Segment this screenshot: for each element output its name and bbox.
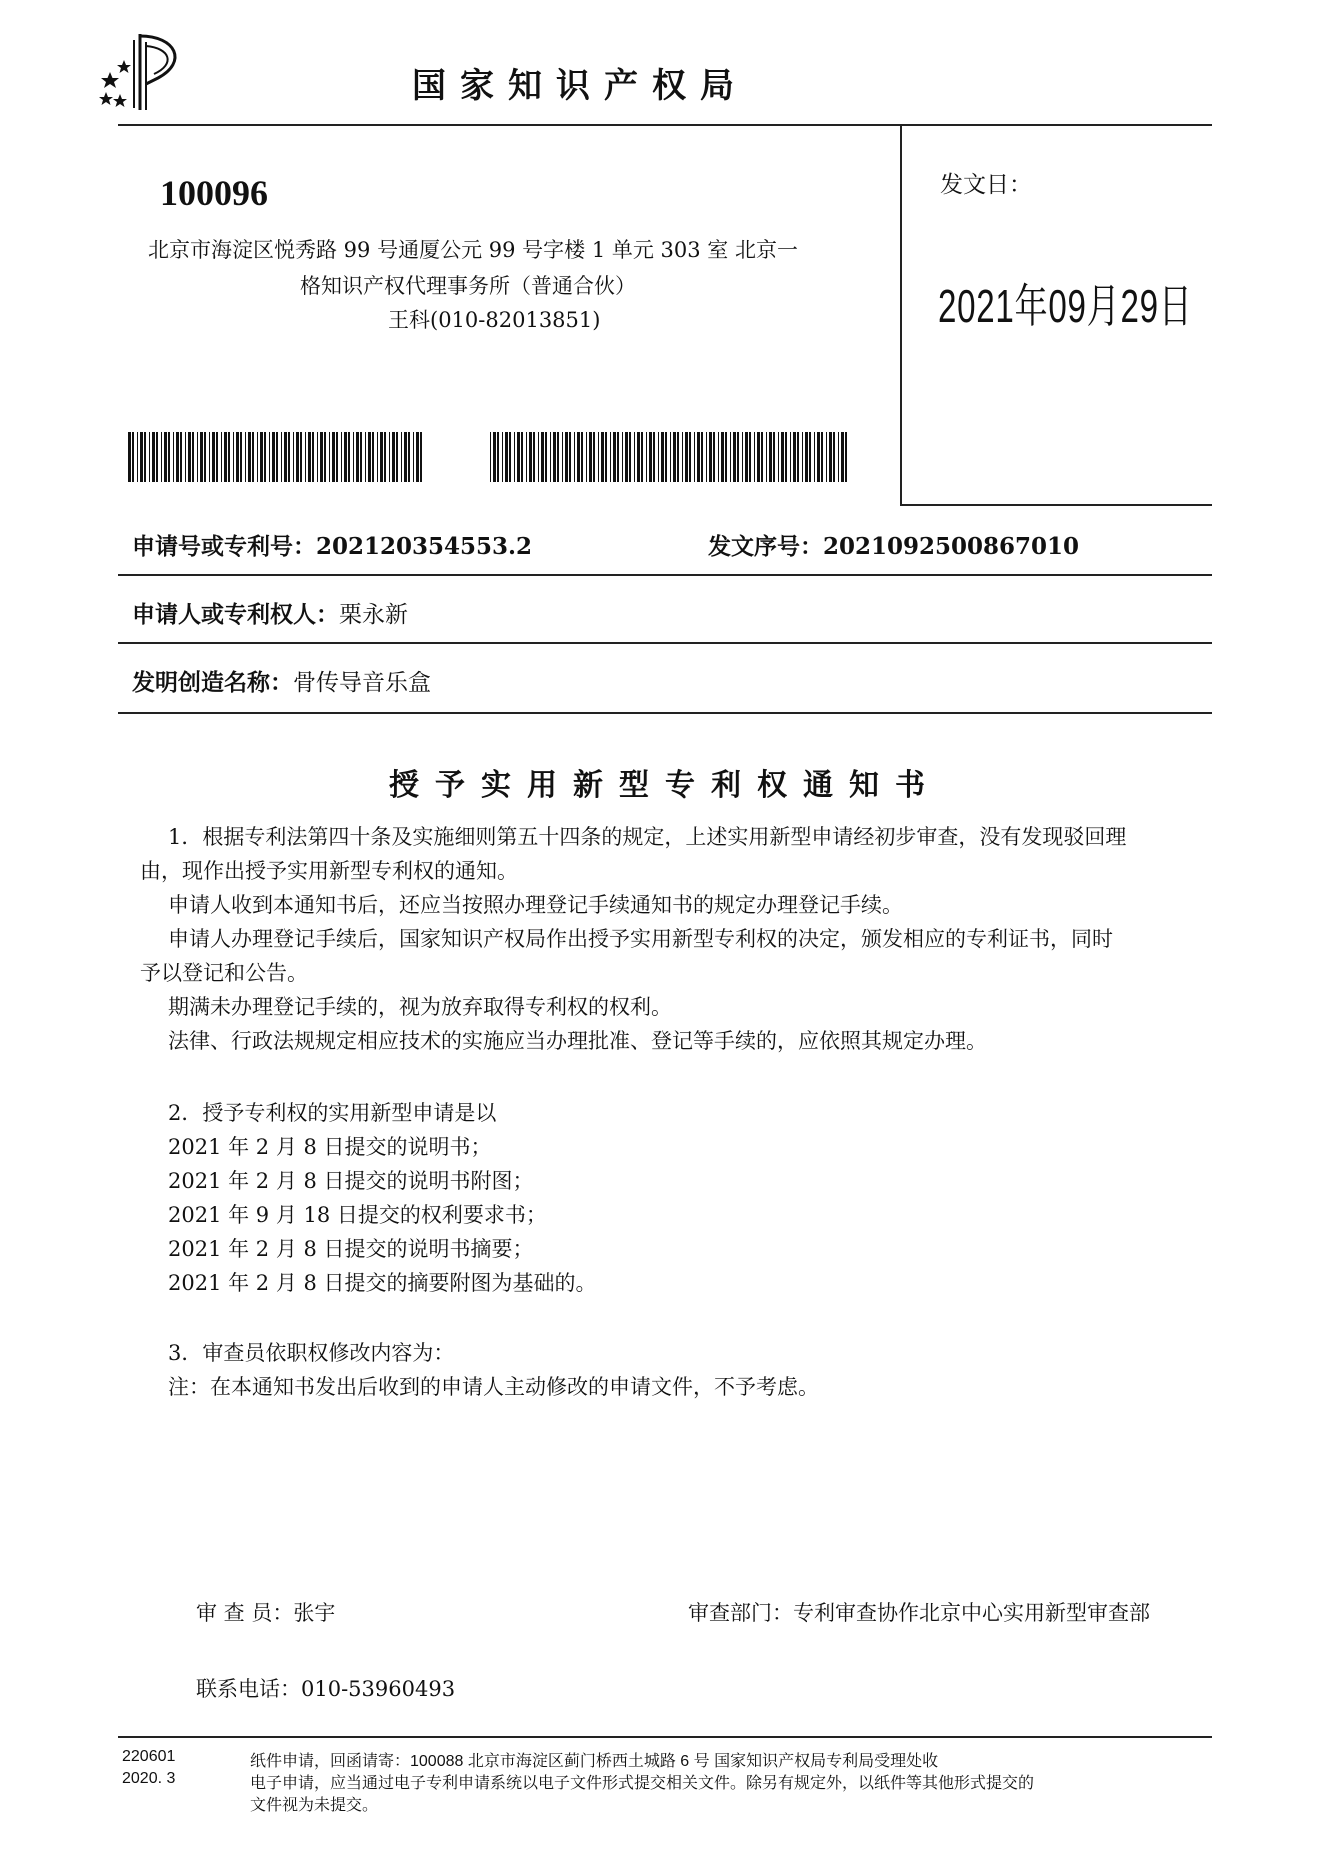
applicant-row (132, 596, 408, 629)
field-rule-1 (118, 574, 1212, 576)
barcode-2 (490, 432, 852, 482)
office-name: 国家知识产权局 (412, 66, 748, 106)
section-3-line: 注：在本通知书发出后收到的申请人主动修改的申请文件，不予考虑。 (168, 1375, 819, 1399)
invention-title: 骨传导音乐盒 (293, 670, 431, 696)
section-3 (168, 1336, 1208, 1404)
section-2-line: 2．授予专利权的实用新型申请是以 (168, 1101, 497, 1125)
notice-title: 授予实用新型专利权通知书 (389, 768, 941, 803)
section-2-line: 2021 年 2 月 8 日提交的说明书附图； (168, 1169, 534, 1193)
address-line-2: 格知识产权代理事务所（普通合伙） (300, 274, 636, 298)
date-box-divider (900, 124, 902, 504)
section-3-line: 3．审查员依职权修改内容为： (168, 1341, 455, 1365)
footer-line-2: 电子申请，应当通过电子专利申请系统以电子文件形式提交相关文件。除另有规定外，以纸件等其他形式提交的 (250, 1775, 1035, 1792)
examiner-label: 审 查 员： (196, 1601, 294, 1625)
section-1 (140, 820, 1220, 1058)
invention-row (132, 664, 431, 697)
footer-rule (118, 1736, 1212, 1738)
department-row (688, 1596, 1150, 1630)
address-line-1: 北京市海淀区悦秀路 99 号通厦公元 99 号字楼 1 单元 303 室 北京一 (148, 238, 798, 262)
department-label: 审查部门： (688, 1601, 793, 1625)
section-2-line: 2021 年 2 月 8 日提交的说明书摘要； (168, 1237, 534, 1261)
phone-label: 联系电话： (196, 1677, 301, 1701)
section-1-line: 法律、行政法规规定相应技术的实施应当办理批准、登记等手续的，应依照其规定办理。 (168, 1029, 987, 1053)
applicant: 栗永新 (339, 602, 408, 628)
field-rule-3 (118, 712, 1212, 714)
application-number-label: 申请号或专利号： (132, 533, 316, 560)
footer-line-3: 文件视为未提交。 (250, 1797, 379, 1814)
serial-number: 2021092500867010 (823, 533, 1080, 560)
section-1-line: 申请人办理登记手续后，国家知识产权局作出授予实用新型专利权的决定，颁发相应的专利证书，同时 (168, 927, 1113, 951)
section-1-line: 1．根据专利法第四十条及实施细则第五十四条的规定，上述实用新型申请经初步审查，没有发现驳回理 (168, 825, 1127, 849)
invention-label: 发明创造名称： (132, 669, 293, 696)
section-1-line: 予以登记和公告。 (140, 961, 308, 985)
dispatch-date-label: 发文日： (940, 172, 1032, 198)
phone-row (196, 1672, 455, 1706)
footer-line-1: 纸件申请，回函请寄：100088 北京市海淀区蓟门桥西土城路 6 号 国家知识产权局专利局受理处收 (250, 1753, 939, 1770)
phone: 010-53960493 (301, 1677, 456, 1701)
form-code: 220601 (122, 1748, 176, 1765)
section-2-line: 2021 年 9 月 18 日提交的权利要求书； (168, 1203, 547, 1227)
section-2 (168, 1096, 1208, 1300)
section-1-line: 由，现作出授予实用新型专利权的通知。 (140, 859, 518, 883)
department: 专利审查协作北京中心实用新型审查部 (793, 1601, 1150, 1625)
section-2-line: 2021 年 2 月 8 日提交的说明书； (168, 1135, 492, 1159)
field-rule-2 (118, 642, 1212, 644)
header-rule (118, 124, 1212, 126)
application-number: 202120354553.2 (316, 533, 533, 560)
dispatch-date: 2021年09月29日 (938, 280, 1193, 332)
section-1-line: 申请人收到本通知书后，还应当按照办理登记手续通知书的规定办理登记手续。 (168, 893, 903, 917)
agent-contact: 王科(010-82013851) (388, 308, 601, 332)
examiner-row (196, 1596, 335, 1630)
examiner-name: 张宇 (293, 1601, 336, 1625)
serial-number-label: 发文序号： (708, 533, 823, 560)
form-version: 2020. 3 (122, 1770, 176, 1787)
application-number-row (132, 528, 532, 561)
cnipa-logo-icon (96, 32, 196, 112)
date-box-bottom-rule (900, 504, 1212, 506)
section-1-line: 期满未办理登记手续的，视为放弃取得专利权的权利。 (168, 995, 672, 1019)
applicant-label: 申请人或专利权人： (132, 601, 339, 628)
section-2-line: 2021 年 2 月 8 日提交的摘要附图为基础的。 (168, 1271, 597, 1295)
serial-number-row (708, 528, 1079, 561)
barcode-1 (128, 432, 428, 482)
postcode: 100096 (160, 173, 268, 213)
